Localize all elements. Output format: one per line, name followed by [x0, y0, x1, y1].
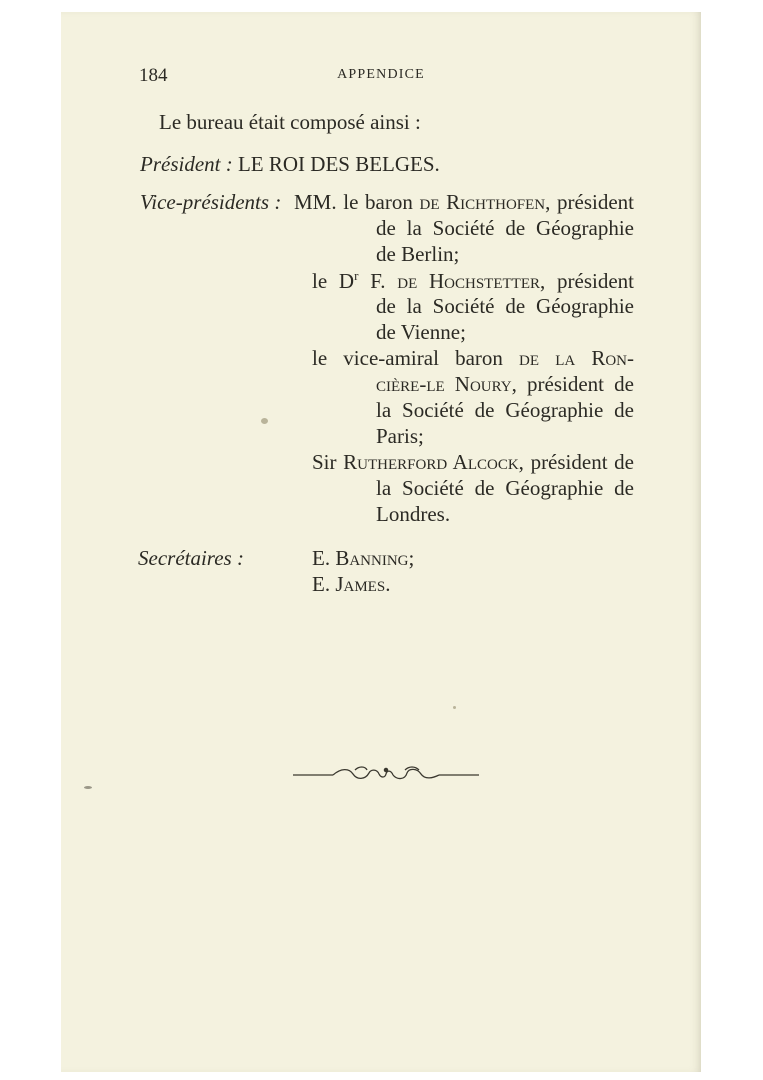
- name-small-caps: cière-le Noury: [376, 372, 512, 396]
- president-name: LE ROI DES BELGES.: [237, 152, 440, 176]
- entry-text: ;: [408, 546, 415, 570]
- entry-text: , président: [545, 190, 634, 214]
- secretaries-label: Secrétaires :: [138, 546, 244, 570]
- entry-text: de Vienne;: [376, 320, 466, 344]
- entry-line: [312, 450, 634, 475]
- running-head: APPENDICE: [337, 67, 425, 82]
- name-small-caps: de la Ron-: [519, 346, 635, 370]
- entry-line: [376, 242, 459, 267]
- entry-text: de Berlin;: [376, 242, 460, 266]
- vice-presidents-label: Vice-présidents :: [140, 190, 282, 214]
- entry-text: le D: [312, 269, 355, 293]
- name-small-caps: Rutherford Alcock: [343, 450, 519, 474]
- entry-text: .: [385, 572, 391, 596]
- entry-line: [312, 346, 634, 371]
- entry-line: [376, 216, 634, 241]
- entry-line: [376, 476, 634, 501]
- entry-line: [376, 372, 634, 397]
- entry-line: [294, 190, 634, 215]
- intro-text: Le bureau était composé ainsi :: [159, 110, 421, 134]
- entry-text: E.: [312, 572, 336, 596]
- entry-text: , président: [540, 269, 634, 293]
- entry-text: Paris;: [376, 424, 424, 448]
- name-small-caps: de Richthofen: [419, 190, 546, 214]
- entry-text: le vice-amiral baron: [312, 346, 520, 370]
- president-line: [140, 152, 440, 177]
- entry-text: , président de: [518, 450, 635, 474]
- president-label: Président :: [140, 152, 233, 176]
- entry-text: , président de: [511, 372, 634, 396]
- entry-line: [376, 502, 450, 527]
- name-small-caps: Banning: [335, 546, 409, 570]
- entry-text: r: [354, 268, 359, 283]
- paper-speck: [453, 706, 456, 709]
- entry-text: MM. le baron: [294, 190, 420, 214]
- book-page: [61, 12, 701, 1072]
- entry-line: [312, 546, 414, 571]
- entry-text: la Société de Géographie de: [376, 398, 634, 422]
- entry-line: [376, 424, 424, 449]
- entry-text: E.: [312, 546, 336, 570]
- entry-line: [376, 398, 634, 423]
- fleuron-ornament-icon: [293, 764, 479, 786]
- entry-line: [376, 294, 634, 319]
- entry-text: Sir: [312, 450, 344, 474]
- paper-speck: [84, 786, 92, 789]
- entry-line: [376, 320, 466, 345]
- name-small-caps: de Hochstetter: [397, 269, 540, 293]
- page-number: 184: [139, 65, 168, 86]
- name-small-caps: James: [335, 572, 386, 596]
- entry-text: la Société de Géographie de: [376, 476, 634, 500]
- entry-line: [312, 268, 634, 294]
- entry-text: de la Société de Géographie: [376, 294, 634, 318]
- paper-speck: [261, 418, 268, 424]
- entry-text: F.: [358, 269, 398, 293]
- entry-text: de la Société de Géographie: [376, 216, 634, 240]
- entry-text: Londres.: [376, 502, 451, 526]
- entry-line: [312, 572, 390, 597]
